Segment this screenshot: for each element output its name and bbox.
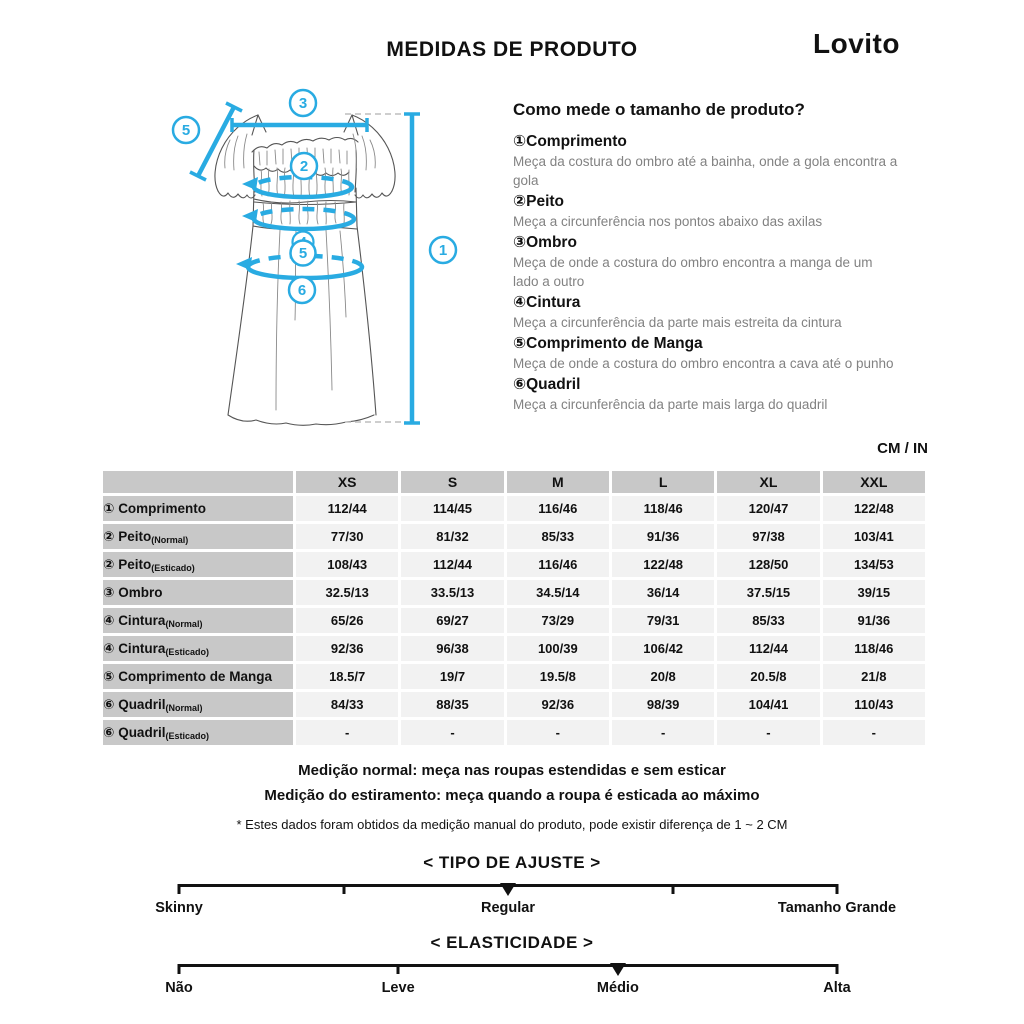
size-value: 79/31 (612, 608, 714, 633)
size-value: 100/39 (507, 636, 609, 661)
fit-scale (155, 884, 897, 924)
size-table (100, 468, 928, 748)
row-label (103, 664, 293, 689)
scale-tick (178, 884, 181, 894)
measure-description: Meça a circunferência da parte mais larga do quadril (513, 397, 828, 412)
measure-description: Meça de onde a costura do ombro encontra a manga de um lado a outro (513, 255, 873, 289)
measure-line-shoulder (232, 118, 367, 132)
scale-tick (671, 884, 674, 894)
row-number-icon: ④ (103, 612, 119, 628)
size-value: 85/33 (507, 524, 609, 549)
row-label (103, 496, 293, 521)
size-value: 122/48 (612, 552, 714, 577)
size-value: 18.5/7 (296, 664, 398, 689)
measure-name: ⑥Quadril (513, 376, 581, 393)
table-row (103, 496, 925, 521)
size-value: 39/15 (823, 580, 925, 605)
scale-line (179, 964, 837, 967)
table-row (103, 692, 925, 717)
row-measure-variant: (Esticado) (165, 730, 209, 741)
size-value: 118/46 (823, 636, 925, 661)
row-measure-name: Comprimento (118, 500, 206, 516)
scale-tick (836, 884, 839, 894)
callout-shoulder (290, 90, 316, 116)
size-value: 32.5/13 (296, 580, 398, 605)
note-stretch-measure: Medição do estiramento: meça quando a roupa é esticada ao máximo (264, 787, 760, 804)
row-number-icon: ⑥ (103, 696, 119, 712)
row-measure-name: Peito (118, 556, 152, 572)
size-value: - (401, 720, 503, 745)
table-row (103, 552, 925, 577)
size-value: 19/7 (401, 664, 503, 689)
size-value: - (612, 720, 714, 745)
svg-text:2: 2 (299, 158, 309, 175)
size-value: 98/39 (612, 692, 714, 717)
row-measure-variant: (Normal) (165, 618, 203, 629)
guide-heading: Como mede o tamanho de produto? (513, 100, 805, 119)
size-value: 92/36 (296, 636, 398, 661)
page-title: MEDIDAS DE PRODUTO (386, 38, 638, 61)
row-measure-name: Cintura (118, 612, 166, 628)
measure-description: Meça de onde a costura do ombro encontra a cava até o punho (513, 356, 894, 371)
size-value: 112/44 (296, 496, 398, 521)
measure-ellipse-waist (242, 209, 354, 229)
table-row (103, 720, 925, 745)
row-label (103, 552, 293, 577)
size-value: 120/47 (717, 496, 819, 521)
callout-waist-overlay (291, 241, 316, 266)
size-value: 65/26 (296, 608, 398, 633)
size-value: 85/33 (717, 608, 819, 633)
size-column-header: XL (717, 471, 819, 493)
table-row (103, 664, 925, 689)
size-value: 103/41 (823, 524, 925, 549)
row-measure-variant: (Normal) (165, 702, 203, 713)
row-number-icon: ⑤ (103, 668, 119, 684)
table-header-row (103, 471, 925, 493)
row-label (103, 608, 293, 633)
row-number-icon: ③ (103, 584, 119, 600)
size-value: 128/50 (717, 552, 819, 577)
scale-marker-triangle (610, 963, 626, 976)
table-row (103, 608, 925, 633)
scale-label: Não (165, 980, 193, 996)
size-value: - (296, 720, 398, 745)
row-measure-name: Quadril (118, 724, 166, 740)
note-disclaimer: * Estes dados foram obtidos da medição manual do produto, pode existir diferença de 1 ~ 2 CM (236, 817, 788, 832)
measure-ellipse-chest (242, 177, 352, 197)
size-value: 77/30 (296, 524, 398, 549)
row-measure-name: Quadril (118, 696, 166, 712)
size-value: 122/48 (823, 496, 925, 521)
size-value: 37.5/15 (717, 580, 819, 605)
size-value: 81/32 (401, 524, 503, 549)
row-number-icon: ⑥ (103, 724, 119, 740)
size-column-header: L (612, 471, 714, 493)
svg-text:5: 5 (181, 122, 191, 139)
row-measure-name: Cintura (118, 640, 166, 656)
scale-label: Médio (596, 980, 639, 996)
row-label (103, 720, 293, 745)
size-value: 69/27 (401, 608, 503, 633)
scale-label: Skinny (155, 900, 203, 916)
size-value: 112/44 (717, 636, 819, 661)
row-number-icon: ④ (103, 640, 119, 656)
size-value: 112/44 (401, 552, 503, 577)
row-label (103, 692, 293, 717)
scale-tick (178, 964, 181, 974)
measure-guide-item (513, 375, 913, 414)
size-value: 116/46 (507, 496, 609, 521)
size-value: 118/46 (612, 496, 714, 521)
size-value: 91/36 (823, 608, 925, 633)
callout-hip (289, 277, 315, 303)
size-value: 21/8 (823, 664, 925, 689)
callout-sleeve (173, 117, 199, 143)
measure-description: Meça da costura do ombro até a bainha, onde a gola encontra a gola (513, 154, 898, 188)
measure-guide-item (513, 192, 913, 231)
note-normal-measure: Medição normal: meça nas roupas estendidas e sem esticar (298, 762, 726, 779)
measure-description: Meça a circunferência nos pontos abaixo das axilas (513, 214, 823, 229)
row-measure-name: Comprimento de Manga (118, 668, 272, 684)
measure-name: ②Peito (513, 193, 565, 210)
size-column-header: S (401, 471, 503, 493)
size-value: 34.5/14 (507, 580, 609, 605)
size-value: - (717, 720, 819, 745)
size-value: 108/43 (296, 552, 398, 577)
elasticity-scale (165, 964, 851, 1004)
table-row (103, 636, 925, 661)
svg-text:1: 1 (438, 242, 448, 259)
measure-name: ③Ombro (513, 234, 577, 251)
measure-name: ⑤Comprimento de Manga (513, 335, 703, 352)
measure-guide (513, 100, 913, 414)
row-measure-name: Ombro (118, 584, 163, 600)
measure-name: ④Cintura (513, 294, 581, 311)
svg-text:3: 3 (298, 95, 308, 112)
size-column-header: XS (296, 471, 398, 493)
callout-length (430, 237, 456, 263)
size-value: 73/29 (507, 608, 609, 633)
size-value: 20.5/8 (717, 664, 819, 689)
size-column-header: XXL (823, 471, 925, 493)
scale-label: Tamanho Grande (777, 900, 897, 916)
scale-label: Regular (481, 900, 535, 916)
row-label (103, 524, 293, 549)
table-row (103, 524, 925, 549)
size-value: 20/8 (612, 664, 714, 689)
table-row (103, 580, 925, 605)
size-value: 19.5/8 (507, 664, 609, 689)
size-value: - (507, 720, 609, 745)
measure-guide-item (513, 233, 913, 291)
row-measure-variant: (Normal) (151, 534, 189, 545)
size-value: 97/38 (717, 524, 819, 549)
size-value: 116/46 (507, 552, 609, 577)
brand-logo: Lovito (813, 28, 900, 59)
size-value: - (823, 720, 925, 745)
size-value: 84/33 (296, 692, 398, 717)
measure-guide-item (513, 132, 913, 190)
measure-guide-item (513, 334, 913, 373)
row-number-icon: ② (103, 528, 119, 544)
size-value: 110/43 (823, 692, 925, 717)
size-value: 134/53 (823, 552, 925, 577)
guide-items (513, 132, 913, 414)
corner-cell (103, 471, 293, 493)
size-value: 114/45 (401, 496, 503, 521)
measure-name: ①Comprimento (513, 133, 627, 150)
size-value: 33.5/13 (401, 580, 503, 605)
scale-tick (836, 964, 839, 974)
measure-guide-item (513, 293, 913, 332)
row-number-icon: ① (103, 500, 119, 516)
measure-line-length (404, 114, 420, 423)
size-value: 104/41 (717, 692, 819, 717)
units-label: CM / IN (877, 440, 928, 457)
row-measure-variant: (Esticado) (165, 646, 209, 657)
row-label (103, 636, 293, 661)
svg-text:6: 6 (297, 282, 307, 299)
row-label (103, 580, 293, 605)
scale-label: Alta (823, 980, 851, 996)
size-column-header: M (507, 471, 609, 493)
elasticity-scale-title: < ELASTICIDADE > (430, 933, 594, 952)
scale-tick (397, 964, 400, 974)
size-value: 106/42 (612, 636, 714, 661)
scale-label: Leve (381, 980, 415, 996)
row-number-icon: ② (103, 556, 119, 572)
scale-tick (342, 884, 345, 894)
svg-text:5: 5 (298, 245, 308, 262)
scale-marker-triangle (500, 883, 516, 896)
measure-description: Meça a circunferência da parte mais estreita da cintura (513, 315, 842, 330)
dress-diagram (130, 88, 470, 443)
size-value: 91/36 (612, 524, 714, 549)
size-value: 92/36 (507, 692, 609, 717)
size-value: 88/35 (401, 692, 503, 717)
row-measure-name: Peito (118, 528, 152, 544)
size-value: 96/38 (401, 636, 503, 661)
callout-chest (291, 153, 317, 179)
row-measure-variant: (Esticado) (151, 562, 195, 573)
fit-scale-title: < TIPO DE AJUSTE > (423, 853, 601, 872)
size-value: 36/14 (612, 580, 714, 605)
